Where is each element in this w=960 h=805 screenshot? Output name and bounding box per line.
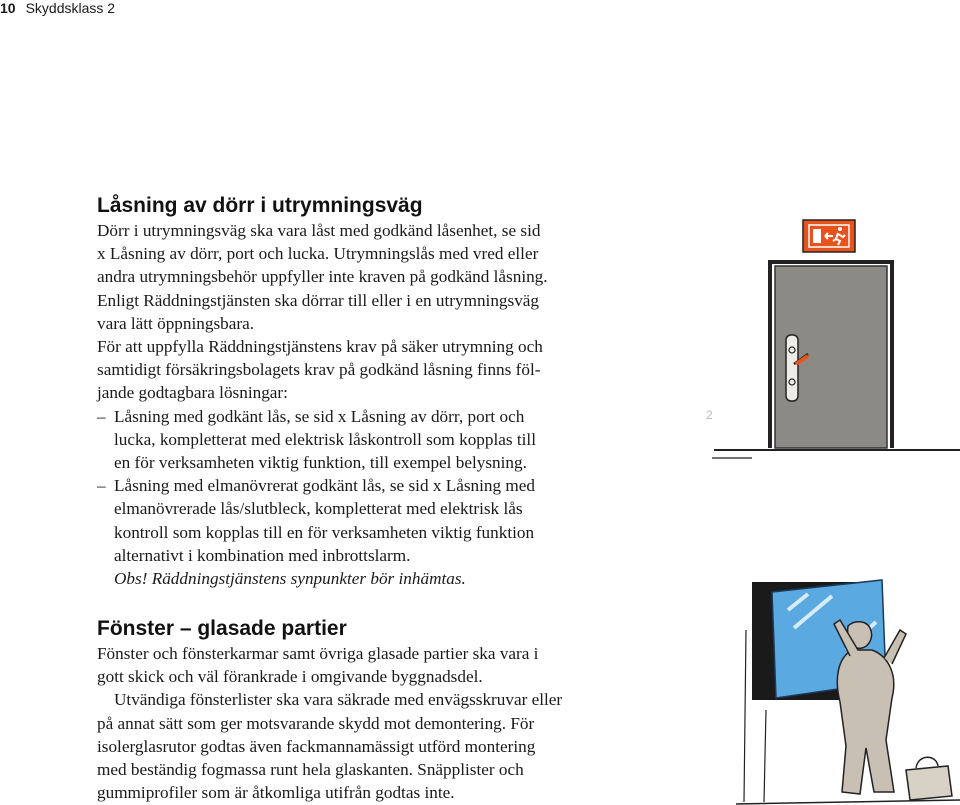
page-number: 10 — [0, 0, 16, 16]
list-item-2 — [97, 474, 657, 567]
dash-bullet: – — [97, 476, 106, 496]
body-line: jande godtagbara lösningar: — [97, 383, 288, 403]
list-item-1 — [97, 405, 657, 475]
list-line: Låsning med godkänt lås, se sid x Låsning av dörr, port och — [114, 406, 525, 426]
page-header — [0, 0, 115, 16]
body-line: gummiprofiler som är åtkomliga utifrån godtas inte. — [97, 783, 455, 803]
list-line: kontroll som kopplas till en för verksamheten viktig funktion — [114, 522, 535, 542]
windows-body — [97, 642, 657, 804]
body-line: isolerglasrutor godtas även fackmannamässigt utförd montering — [97, 736, 536, 756]
body-line: med beständig fogmassa runt hela glaskanten. Snäpplister och — [97, 760, 524, 780]
heading-windows: Fönster – glasade partier — [97, 617, 347, 640]
body-line: på annat sätt som ger motsvarande skydd mot demontering. För — [97, 713, 535, 733]
obs-note: Obs! Räddningstjänstens synpunkter bör inhämtas. — [114, 569, 466, 589]
emergency-exit-door-illustration — [712, 210, 960, 462]
exit-sign-icon — [803, 220, 855, 252]
body-line: x Låsning av dörr, port och lucka. Utrymningslås med vred eller — [97, 244, 539, 264]
list-line: Låsning med elmanövrerat godkänt lås, se sid x Låsning med — [114, 476, 535, 496]
tool-bag-icon — [906, 757, 952, 800]
side-mark: 2 — [706, 408, 713, 422]
body-line: gott skick och väl förankrade i omgivande byggnadsdel. — [97, 667, 483, 687]
dash-bullet: – — [97, 406, 106, 426]
body-line: För att uppfylla Räddningstjänstens krav på säker utrymning och — [97, 337, 543, 357]
door-locking-body — [97, 219, 657, 590]
body-line: Fönster och fönsterkarmar samt övriga glasade partier ska vara i — [97, 644, 539, 663]
body-line: vara lätt öppningsbara. — [97, 313, 255, 333]
body-line: samtidigt försäkringsbolagets krav på godkänd låsning finns föl- — [97, 360, 541, 380]
body-line: andra utrymningsbehör uppfyller inte kraven på godkänd låsning. — [97, 267, 548, 287]
list-line: alternativt i kombination med inbrottslarm. — [114, 545, 411, 565]
heading-door-locking: Låsning av dörr i utrymningsväg — [97, 194, 423, 217]
body-line: Enligt Räddningstjänsten ska dörrar till eller i en utrymningsväg — [97, 290, 540, 310]
list-line: lucka, kompletterat med elektrisk låskontroll som kopplas till — [114, 429, 536, 449]
list-line: elmanövrerade lås/slutbleck, kompletterat med elektrisk lås — [114, 499, 523, 519]
list-line: en för verksamheten viktig funktion, till exempel belysning. — [114, 453, 527, 473]
body-line: Utvändiga fönsterlister ska vara säkrade med envägsskruvar eller — [114, 690, 563, 710]
section-name: Skyddsklass 2 — [25, 0, 116, 16]
window-removal-illustration — [736, 570, 960, 805]
body-line: Dörr i utrymningsväg ska vara låst med godkänd låsenhet, se sid — [97, 221, 541, 240]
